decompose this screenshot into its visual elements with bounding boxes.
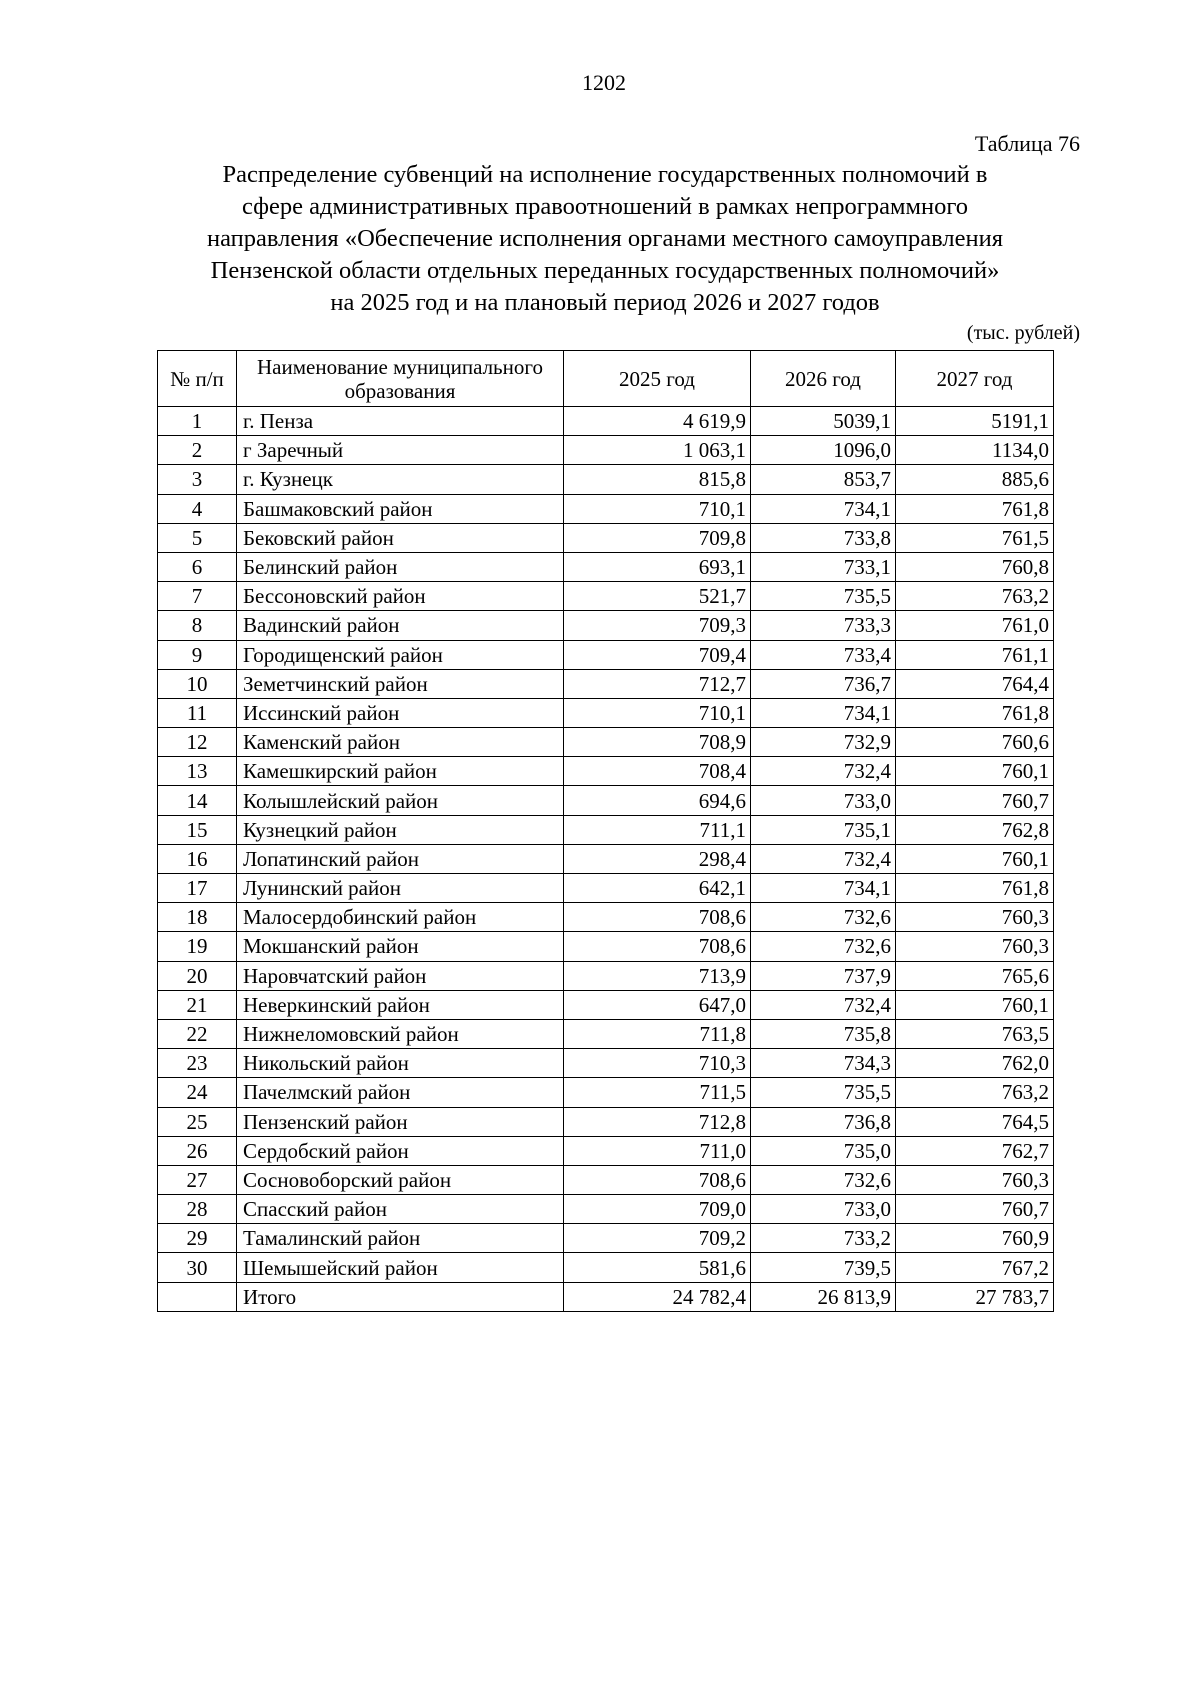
value-2027: 760,1: [896, 757, 1054, 786]
value-2025: 708,6: [564, 1165, 751, 1194]
row-number: 24: [158, 1078, 237, 1107]
value-2026: 1096,0: [751, 436, 896, 465]
value-2025: 815,8: [564, 465, 751, 494]
table-row: [158, 611, 1054, 640]
row-number: 12: [158, 728, 237, 757]
value-2026: 732,4: [751, 757, 896, 786]
page-number: 1202: [582, 70, 626, 95]
row-number: 1: [158, 407, 237, 436]
value-2026: 732,6: [751, 932, 896, 961]
value-2025: 711,8: [564, 1019, 751, 1048]
table-row: [158, 465, 1054, 494]
municipality-name: Колышлейский район: [237, 786, 564, 815]
table-row: [158, 757, 1054, 786]
title-line: сфере административных правоотношений в рамках непрограммного: [241, 193, 969, 220]
title-line: направления «Обеспечение исполнения органами местного самоуправления: [206, 225, 1004, 252]
value-2025: 693,1: [564, 552, 751, 581]
row-number: 23: [158, 1049, 237, 1078]
value-2026: 732,9: [751, 728, 896, 757]
value-2026: 26 813,9: [751, 1282, 896, 1311]
municipality-name: Тамалинский район: [237, 1224, 564, 1253]
table-row: [158, 582, 1054, 611]
value-2025: 713,9: [564, 961, 751, 990]
value-2025: 24 782,4: [564, 1282, 751, 1311]
value-2025: 711,0: [564, 1136, 751, 1165]
municipality-name: Белинский район: [237, 552, 564, 581]
value-2025: 708,9: [564, 728, 751, 757]
value-2026: 733,0: [751, 1195, 896, 1224]
municipality-name: Пачелмский район: [237, 1078, 564, 1107]
value-2026: 736,8: [751, 1107, 896, 1136]
table-row: [158, 932, 1054, 961]
table-row: [158, 523, 1054, 552]
value-2027: 760,6: [896, 728, 1054, 757]
value-2025: 712,7: [564, 669, 751, 698]
title-line: на 2025 год и на плановый период 2026 и 2027 годов: [330, 289, 880, 316]
municipality-name: Спасский район: [237, 1195, 564, 1224]
value-2026: 732,6: [751, 903, 896, 932]
table-body: [158, 407, 1054, 1312]
value-2025: 711,5: [564, 1078, 751, 1107]
municipality-name: Земетчинский район: [237, 669, 564, 698]
row-number: 16: [158, 844, 237, 873]
municipality-name: Итого: [237, 1282, 564, 1311]
header-2025: 2025 год: [564, 351, 751, 407]
subvention-table: [157, 350, 1054, 1312]
municipality-name: Малосердобинский район: [237, 903, 564, 932]
municipality-name: Бековский район: [237, 523, 564, 552]
municipality-name: Сосновоборский район: [237, 1165, 564, 1194]
table-row: [158, 961, 1054, 990]
row-number: 11: [158, 698, 237, 727]
municipality-name: Иссинский район: [237, 698, 564, 727]
value-2026: 853,7: [751, 465, 896, 494]
row-number: 17: [158, 874, 237, 903]
row-number: 2: [158, 436, 237, 465]
value-2027: 761,5: [896, 523, 1054, 552]
table-row: [158, 786, 1054, 815]
table-row: [158, 1078, 1054, 1107]
value-2027: 762,0: [896, 1049, 1054, 1078]
value-2027: 761,8: [896, 874, 1054, 903]
value-2027: 760,7: [896, 786, 1054, 815]
table-total-row: [158, 1282, 1054, 1311]
municipality-name: Неверкинский район: [237, 990, 564, 1019]
value-2027: 760,3: [896, 1165, 1054, 1194]
value-2027: 763,5: [896, 1019, 1054, 1048]
municipality-name: Пензенский район: [237, 1107, 564, 1136]
table-row: [158, 1195, 1054, 1224]
title-line: Распределение субвенций на исполнение государственных полномочий в: [222, 161, 988, 188]
row-number: 18: [158, 903, 237, 932]
value-2026: 5039,1: [751, 407, 896, 436]
header-name: Наименование муниципального образования: [237, 351, 564, 407]
row-number: 15: [158, 815, 237, 844]
value-2025: 710,1: [564, 494, 751, 523]
row-number: 4: [158, 494, 237, 523]
table-row: [158, 728, 1054, 757]
value-2025: 642,1: [564, 874, 751, 903]
value-2027: 763,2: [896, 582, 1054, 611]
value-2027: 885,6: [896, 465, 1054, 494]
value-2026: 733,3: [751, 611, 896, 640]
table-row: [158, 1107, 1054, 1136]
value-2027: 761,0: [896, 611, 1054, 640]
municipality-name: Лунинский район: [237, 874, 564, 903]
municipality-name: Никольский район: [237, 1049, 564, 1078]
value-2026: 734,1: [751, 494, 896, 523]
value-2027: 760,9: [896, 1224, 1054, 1253]
header-2026: 2026 год: [751, 351, 896, 407]
municipality-name: Мокшанский район: [237, 932, 564, 961]
row-number: 6: [158, 552, 237, 581]
value-2025: 709,4: [564, 640, 751, 669]
row-number: 21: [158, 990, 237, 1019]
value-2026: 733,1: [751, 552, 896, 581]
row-number: 7: [158, 582, 237, 611]
table-header-row: [158, 351, 1054, 407]
table-row: [158, 1224, 1054, 1253]
table-row: [158, 1049, 1054, 1078]
value-2027: 767,2: [896, 1253, 1054, 1282]
value-2025: 708,6: [564, 932, 751, 961]
value-2025: 521,7: [564, 582, 751, 611]
municipality-name: Кузнецкий район: [237, 815, 564, 844]
row-number: 27: [158, 1165, 237, 1194]
value-2027: 1134,0: [896, 436, 1054, 465]
row-number: 9: [158, 640, 237, 669]
value-2027: 761,8: [896, 698, 1054, 727]
row-number: 10: [158, 669, 237, 698]
value-2026: 735,1: [751, 815, 896, 844]
municipality-name: г Заречный: [237, 436, 564, 465]
municipality-name: Бессоновский район: [237, 582, 564, 611]
value-2025: 647,0: [564, 990, 751, 1019]
value-2025: 708,6: [564, 903, 751, 932]
value-2025: 709,2: [564, 1224, 751, 1253]
value-2027: 762,8: [896, 815, 1054, 844]
municipality-name: Камешкирский район: [237, 757, 564, 786]
value-2026: 733,4: [751, 640, 896, 669]
value-2026: 735,5: [751, 582, 896, 611]
table-row: [158, 494, 1054, 523]
table-row: [158, 1019, 1054, 1048]
value-2026: 733,8: [751, 523, 896, 552]
table-row: [158, 669, 1054, 698]
value-2026: 735,5: [751, 1078, 896, 1107]
row-number: 3: [158, 465, 237, 494]
table-row: [158, 1253, 1054, 1282]
table-row: [158, 903, 1054, 932]
value-2027: 760,1: [896, 990, 1054, 1019]
row-number: 28: [158, 1195, 237, 1224]
municipality-name: Нижнеломовский район: [237, 1019, 564, 1048]
value-2027: 761,8: [896, 494, 1054, 523]
row-number: 8: [158, 611, 237, 640]
value-2026: 733,0: [751, 786, 896, 815]
value-2027: 760,7: [896, 1195, 1054, 1224]
value-2027: 27 783,7: [896, 1282, 1054, 1311]
table-row: [158, 844, 1054, 873]
value-2025: 709,8: [564, 523, 751, 552]
value-2026: 732,6: [751, 1165, 896, 1194]
value-2025: 709,3: [564, 611, 751, 640]
value-2027: 760,8: [896, 552, 1054, 581]
value-2027: 763,2: [896, 1078, 1054, 1107]
table-row: [158, 874, 1054, 903]
value-2025: 4 619,9: [564, 407, 751, 436]
value-2026: 737,9: [751, 961, 896, 990]
table-row: [158, 698, 1054, 727]
table-row: [158, 1136, 1054, 1165]
value-2026: 733,2: [751, 1224, 896, 1253]
value-2026: 736,7: [751, 669, 896, 698]
municipality-name: г. Кузнецк: [237, 465, 564, 494]
municipality-name: Шемышейский район: [237, 1253, 564, 1282]
table-row: [158, 640, 1054, 669]
municipality-name: Наровчатский район: [237, 961, 564, 990]
row-number: 20: [158, 961, 237, 990]
value-2025: 694,6: [564, 786, 751, 815]
title-line: Пензенской области отдельных переданных государственных полномочий»: [210, 257, 1000, 284]
municipality-name: г. Пенза: [237, 407, 564, 436]
header-2027: 2027 год: [896, 351, 1054, 407]
value-2025: 710,3: [564, 1049, 751, 1078]
value-2027: 761,1: [896, 640, 1054, 669]
municipality-name: Каменский район: [237, 728, 564, 757]
table-row: [158, 407, 1054, 436]
value-2026: 734,1: [751, 874, 896, 903]
value-2027: 764,4: [896, 669, 1054, 698]
table-row: [158, 1165, 1054, 1194]
value-2027: 760,3: [896, 932, 1054, 961]
municipality-name: Башмаковский район: [237, 494, 564, 523]
value-2025: 581,6: [564, 1253, 751, 1282]
municipality-name: Городищенский район: [237, 640, 564, 669]
value-2027: 5191,1: [896, 407, 1054, 436]
value-2026: 732,4: [751, 844, 896, 873]
value-2027: 765,6: [896, 961, 1054, 990]
table-title: [130, 159, 1080, 319]
value-2027: 764,5: [896, 1107, 1054, 1136]
row-number: 13: [158, 757, 237, 786]
table-row: [158, 815, 1054, 844]
row-number: 25: [158, 1107, 237, 1136]
value-2025: 708,4: [564, 757, 751, 786]
municipality-name: Лопатинский район: [237, 844, 564, 873]
table-row: [158, 990, 1054, 1019]
table-row: [158, 436, 1054, 465]
units-label: (тыс. рублей): [966, 322, 1080, 344]
value-2026: 734,3: [751, 1049, 896, 1078]
row-number: 30: [158, 1253, 237, 1282]
value-2027: 760,1: [896, 844, 1054, 873]
value-2025: 709,0: [564, 1195, 751, 1224]
value-2025: 298,4: [564, 844, 751, 873]
row-number: [158, 1282, 237, 1311]
value-2026: 734,1: [751, 698, 896, 727]
row-number: 29: [158, 1224, 237, 1253]
row-number: 5: [158, 523, 237, 552]
row-number: 19: [158, 932, 237, 961]
row-number: 22: [158, 1019, 237, 1048]
municipality-name: Вадинский район: [237, 611, 564, 640]
municipality-name: Сердобский район: [237, 1136, 564, 1165]
row-number: 26: [158, 1136, 237, 1165]
value-2025: 712,8: [564, 1107, 751, 1136]
value-2025: 711,1: [564, 815, 751, 844]
value-2027: 762,7: [896, 1136, 1054, 1165]
value-2025: 710,1: [564, 698, 751, 727]
row-number: 14: [158, 786, 237, 815]
header-num: № п/п: [158, 351, 237, 407]
value-2026: 735,8: [751, 1019, 896, 1048]
value-2026: 732,4: [751, 990, 896, 1019]
table-label: Таблица 76: [974, 131, 1080, 156]
value-2026: 739,5: [751, 1253, 896, 1282]
table-row: [158, 552, 1054, 581]
value-2027: 760,3: [896, 903, 1054, 932]
value-2025: 1 063,1: [564, 436, 751, 465]
value-2026: 735,0: [751, 1136, 896, 1165]
